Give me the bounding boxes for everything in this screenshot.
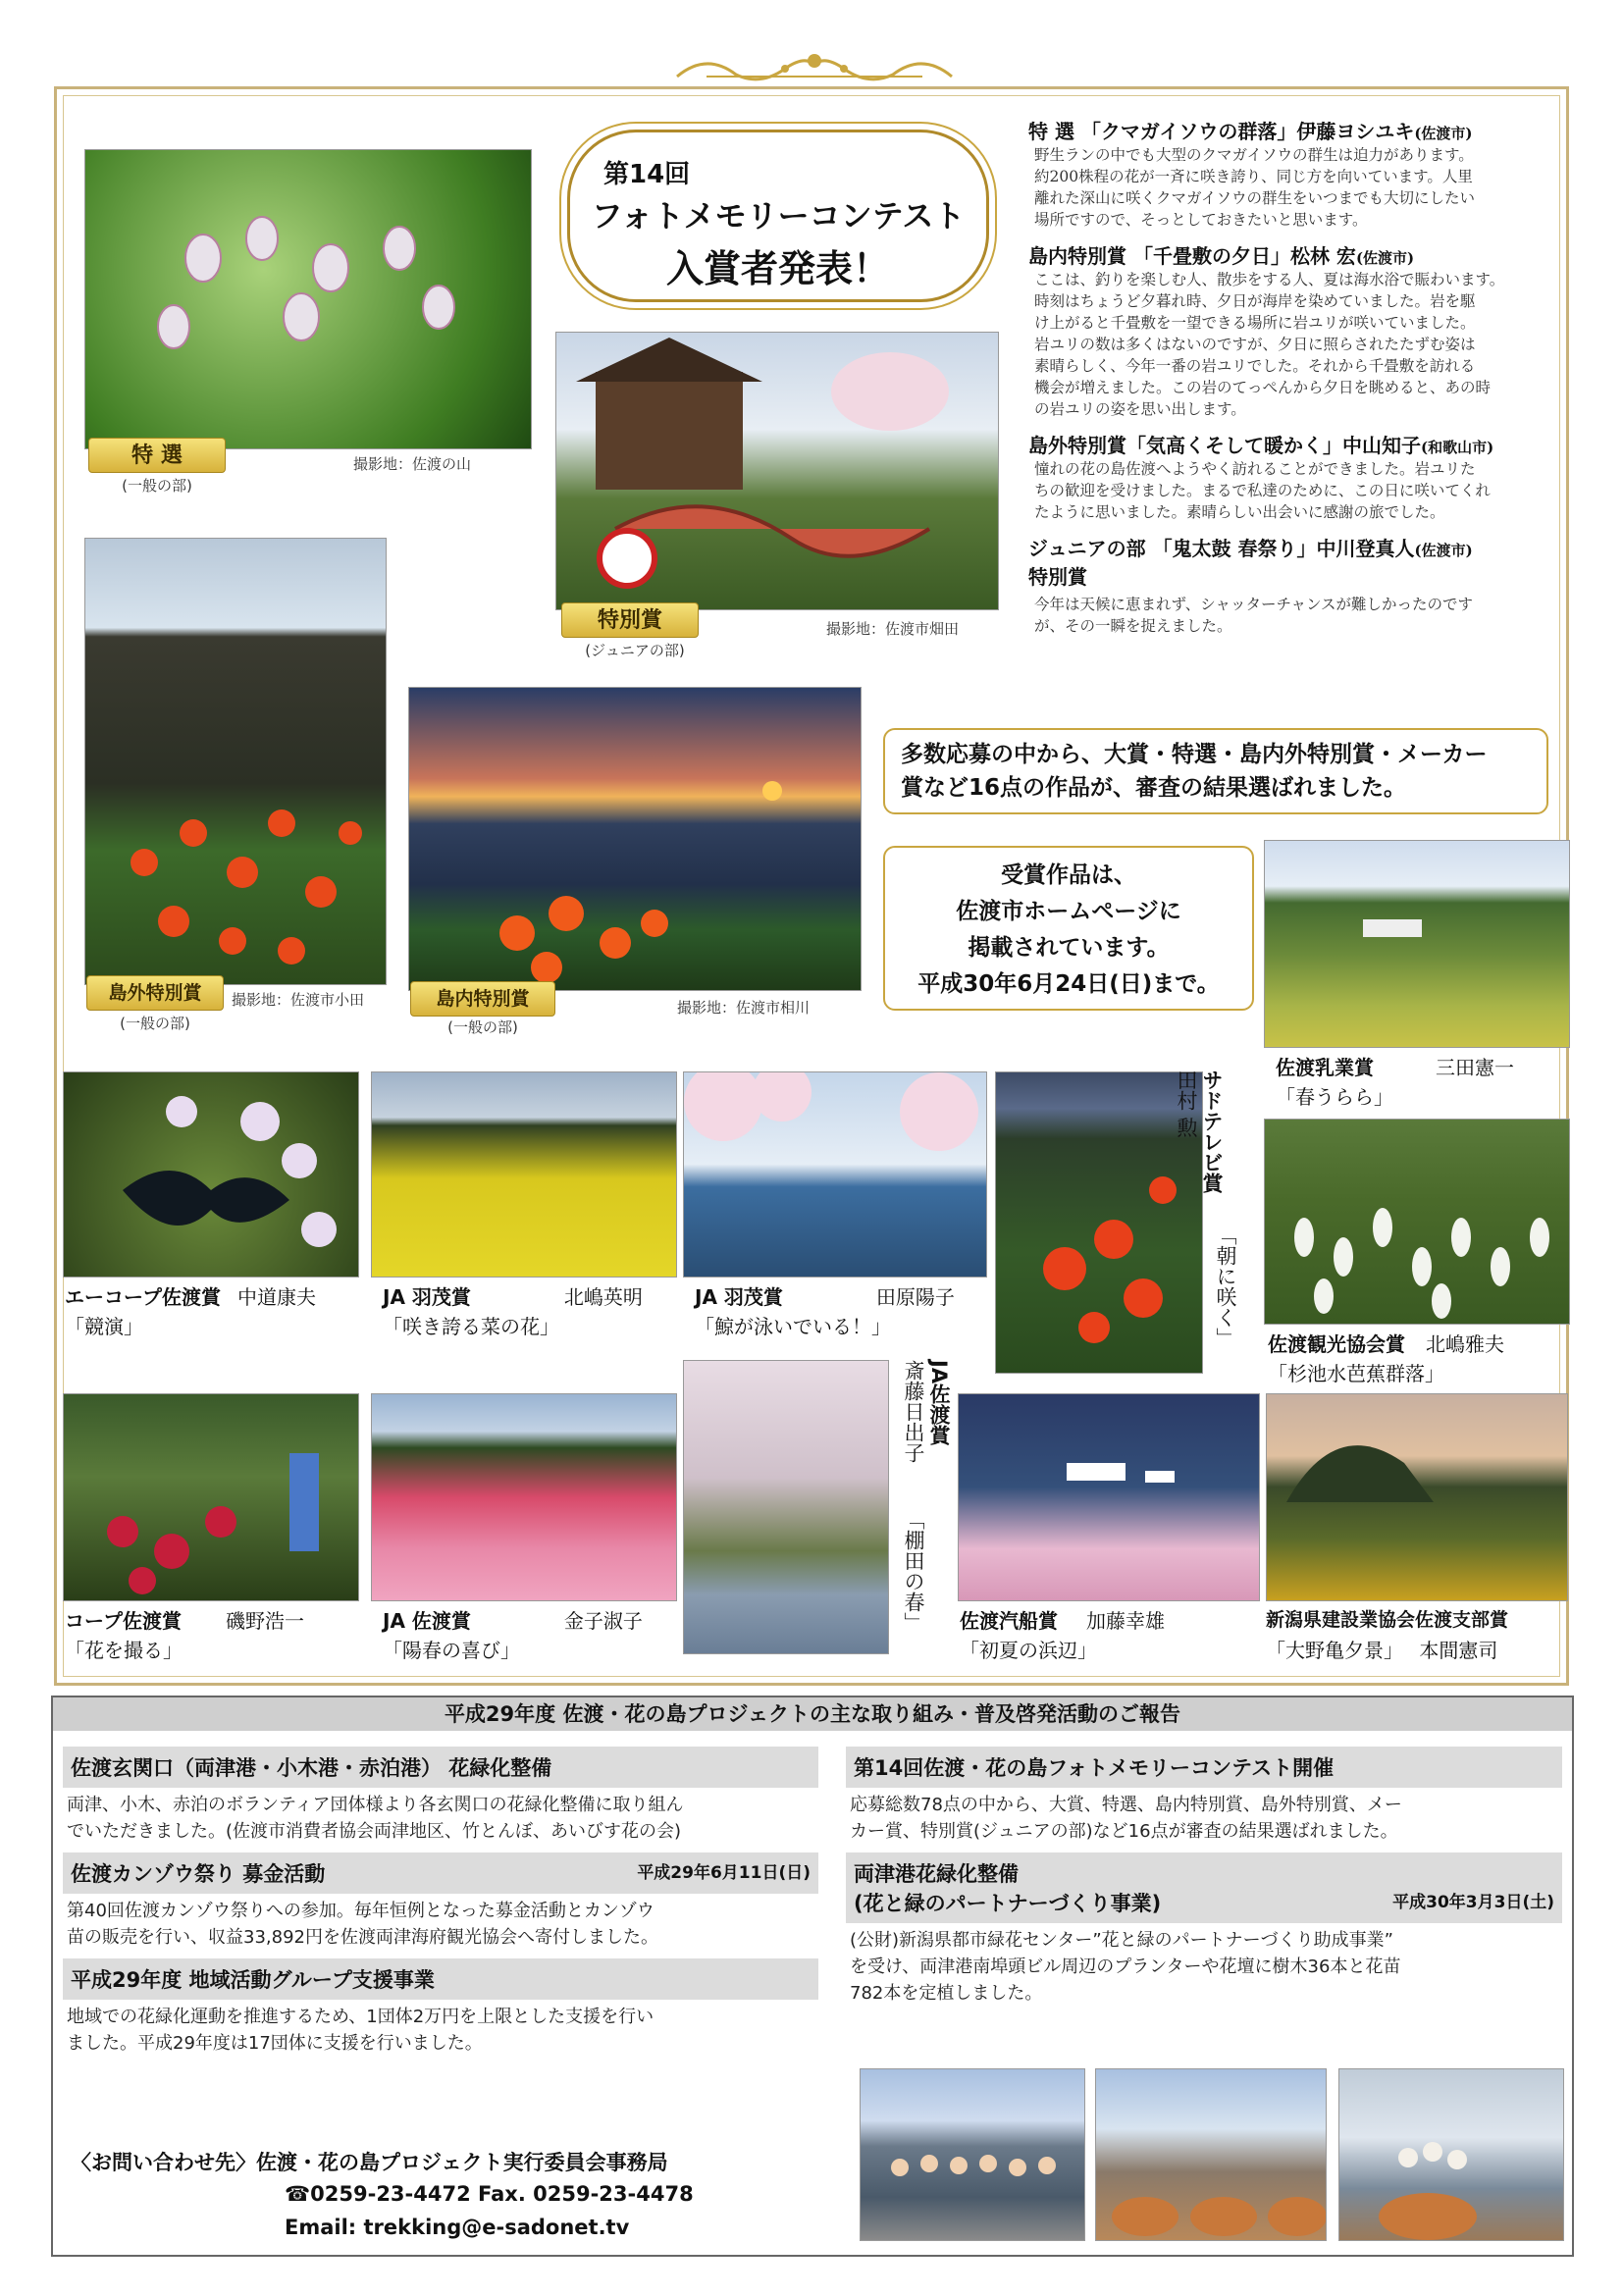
entry-line: ここは、釣りを楽しむ人、散歩をする人、夏は海水浴で賑わいます。 — [1034, 271, 1505, 288]
photo-award — [683, 1360, 889, 1654]
award-person: 北嶋雅夫 — [1425, 1332, 1504, 1356]
award-name: JA 羽茂賞 — [383, 1285, 471, 1309]
award-person: 田原陽子 — [875, 1285, 955, 1309]
entry-line: 憧れの花の島佐渡へようやく訪れることができました。岩ユリた — [1034, 460, 1476, 478]
photo-award — [1266, 1393, 1568, 1601]
award-ribbon-tokubetsu: 特別賞 — [561, 602, 699, 638]
entry-togai — [1028, 430, 1548, 523]
contact-email[interactable]: Email: trekking@e-sadonet.tv — [285, 2216, 630, 2239]
award-title: 「杉池水芭蕉群落」 — [1268, 1362, 1444, 1385]
entry-line: け上がると千畳敷を一望できる場所に岩ユリが咲いていました。 — [1034, 314, 1476, 332]
award-person: 金子淑子 — [563, 1609, 643, 1633]
report-left — [63, 1747, 818, 2064]
report-line: 第40回佐渡カンゾウ祭りへの参加。毎年恒例となった募金活動とカンゾウ — [67, 1901, 654, 1921]
entry-line: 機会が増えました。この岩のてっぺんから夕日を眺めると、あの時 — [1034, 379, 1492, 396]
award-name: JA 羽茂賞 — [695, 1285, 783, 1309]
photo-kumagaisou — [84, 149, 532, 449]
award-sub: (一般の部) — [122, 477, 192, 495]
entry-line: が、その一瞬を捉えました。 — [1034, 617, 1232, 635]
report-line: を受け、両津港南埠頭ビル周辺のプランターや花壇に樹木36本と花苗 — [850, 1957, 1401, 1977]
photo-volunteers — [860, 2068, 1085, 2241]
contact-tel: ☎0259-23-4472 Fax. 0259-23-4478 — [285, 2182, 694, 2206]
photo-location: 撮影地：佐渡市小田 — [232, 991, 365, 1009]
report-line: 両津、小木、赤泊のボランティア団体様より各玄関口の花緑化整備に取り組ん — [67, 1795, 684, 1815]
entry-junior — [1028, 533, 1548, 637]
ornament — [667, 47, 962, 88]
entry-line: ちの歓迎を受けました。まるで私達のために、この日に咲いてくれ — [1034, 482, 1491, 499]
title-line3: 入賞者発表！ — [665, 247, 890, 290]
photo-ondeko — [555, 332, 999, 610]
award-caption — [65, 1281, 359, 1310]
photo-location: 撮影地：佐渡市畑田 — [826, 620, 960, 638]
entry-head: 島外特別賞「気高くそして暖かく」中山知子 — [1028, 434, 1421, 457]
info-line: 賞など16点の作品が、審査の結果選ばれました。 — [901, 775, 1407, 801]
award-ribbon-tonai: 島内特別賞 — [410, 981, 555, 1017]
entry-line: 約200株程の花が一斉に咲き誇り、同じ方を向いています。人里 — [1034, 168, 1473, 185]
award-name: 佐渡観光協会賞 — [1268, 1332, 1405, 1356]
entry-pref: (佐渡市) — [1355, 249, 1415, 267]
award-name: JA 佐渡賞 — [383, 1609, 471, 1633]
entry-line: 岩ユリの数は多くはないのですが、夕日に照らされたたずむ姿は — [1034, 336, 1476, 353]
info-line: 佐渡市ホームページに — [956, 899, 1181, 924]
award-sub: (一般の部) — [447, 1018, 518, 1036]
photo-location: 撮影地：佐渡市相川 — [677, 999, 811, 1017]
award-ribbon-togai: 島外特別賞 — [86, 975, 224, 1011]
award-title: 「鯨が泳いでいる！」 — [695, 1315, 891, 1338]
award-name: 佐渡汽船賞 — [960, 1609, 1058, 1633]
info-line: 受賞作品は、 — [1001, 862, 1136, 888]
report-line: カー賞、特別賞(ジュニアの部)など16点が審査の結果選ばれました。 — [850, 1821, 1398, 1842]
photo-award — [995, 1071, 1203, 1374]
entries — [1028, 116, 1548, 637]
photo-planters — [1095, 2068, 1327, 2241]
award-title: 「咲き誇る菜の花」 — [383, 1315, 559, 1338]
report-title: 平成29年度 佐渡・花の島プロジェクトの主な取り組み・普及啓発活動のご報告 — [444, 1702, 1181, 1726]
award-person: 磯野浩一 — [225, 1609, 304, 1633]
report-line: 応募総数78点の中から、大賞、特選、島内特別賞、島外特別賞、メー — [850, 1795, 1402, 1815]
award-name: JA佐渡賞 — [927, 1360, 951, 1446]
info-line: 掲載されています。 — [968, 935, 1170, 961]
award-title: 「初夏の浜辺」 — [960, 1639, 1097, 1662]
award-sub: (一般の部) — [120, 1015, 190, 1032]
report-head: 佐渡カンゾウ祭り 募金活動 — [71, 1862, 326, 1886]
entry-head: ジュニアの部 「鬼太鼓 春祭り」中川登真人 — [1028, 537, 1415, 560]
title-line2: フォトメモリーコンテスト — [591, 197, 966, 235]
award-name: 新潟県建設業協会佐渡支部賞 — [1266, 1609, 1509, 1631]
award-caption — [1266, 1605, 1560, 1632]
photo-award — [1264, 840, 1570, 1048]
report-head: 佐渡玄関口（両津港・小木港・赤泊港） 花緑化整備 — [63, 1747, 818, 1788]
info-line: 平成30年6月24日(日)まで。 — [917, 971, 1220, 997]
entry-tonai — [1028, 240, 1548, 420]
title-line1: 第14回 — [603, 160, 691, 189]
photo-location: 撮影地：佐渡の山 — [353, 455, 472, 473]
title-box — [567, 130, 989, 302]
award-title: 「花を撮る」 — [65, 1639, 183, 1662]
report-date: 平成29年6月11日(日) — [637, 1863, 811, 1883]
report-head-row — [63, 1852, 818, 1894]
award-title: 「大野亀夕景」 — [1266, 1639, 1403, 1662]
entry-line: 離れた深山に咲くクマガイソウの群生をいつまでも大切にしたい — [1034, 189, 1476, 207]
award-person: 本間憲司 — [1419, 1639, 1498, 1662]
award-title: 「朝に咲く」 — [1214, 1225, 1237, 1348]
award-person: 加藤幸雄 — [1085, 1609, 1165, 1633]
photo-award — [1264, 1119, 1570, 1325]
report-head: 両津港花緑化整備 — [854, 1862, 1019, 1886]
entry-line: 今年は天候に恵まれず、シャッターチャンスが難しかったのです — [1034, 596, 1474, 613]
award-caption — [1268, 1329, 1568, 1357]
award-person: 三田憲一 — [1435, 1056, 1514, 1079]
award-caption — [960, 1605, 1254, 1634]
entry-line: 野生ランの中でも大型のクマガイソウの群生は迫力があります。 — [1034, 146, 1474, 164]
award-title: 「競演」 — [65, 1315, 143, 1338]
info-box-homepage — [883, 846, 1254, 1011]
report-line: 地域での花緑化運動を推進するため、1団体2万円を上限とした支援を行い — [67, 2007, 654, 2027]
photo-award — [63, 1071, 359, 1278]
award-person: 中道康夫 — [236, 1285, 316, 1309]
award-title: 「春うらら」 — [1276, 1085, 1393, 1109]
award-person: 斎藤日出子 — [902, 1360, 925, 1463]
vertical-caption-sadotv-title — [1213, 1225, 1238, 1382]
report-date: 平成30年3月3日(土) — [1392, 1893, 1554, 1912]
photo-award — [683, 1071, 987, 1278]
vertical-caption-sadotv-person — [1174, 1070, 1199, 1364]
photo-award — [63, 1393, 359, 1601]
info-box-selection — [883, 728, 1548, 814]
award-caption — [1276, 1052, 1570, 1080]
entry-pref: (和歌山市) — [1421, 439, 1494, 456]
report-line: ました。平成29年度は17団体に支援を行いました。 — [67, 2033, 483, 2054]
vertical-caption-jasado-title — [901, 1509, 926, 1666]
award-person: 北嶋英明 — [563, 1285, 643, 1309]
award-name: エーコープ佐渡賞 — [65, 1285, 221, 1309]
award-caption — [65, 1605, 359, 1634]
entry-pref: (佐渡市) — [1414, 542, 1473, 559]
award-caption-line2 — [1266, 1635, 1497, 1663]
award-sub: (ジュニアの部) — [585, 642, 685, 659]
entry-line: 時刻はちょうど夕暮れ時、夕日が海岸を染めていました。岩を駆 — [1034, 292, 1476, 310]
entry-line: の岩ユリの姿を思い出します。 — [1034, 400, 1246, 418]
report-head: 第14回佐渡・花の島フォトメモリーコンテスト開催 — [846, 1747, 1562, 1788]
entry-tokusen — [1028, 116, 1548, 231]
photo-award — [958, 1393, 1260, 1601]
report-line: 782本を定植しました。 — [850, 1983, 1043, 2004]
report-head2: (花と緑のパートナーづくり事業) — [854, 1892, 1162, 1915]
entry-line: たように思いました。素晴らしい出会いに感謝の旅でした。 — [1034, 503, 1445, 521]
award-name: サドテレビ賞 — [1200, 1070, 1224, 1193]
award-caption — [383, 1281, 677, 1310]
award-name: 佐渡乳業賞 — [1276, 1056, 1374, 1079]
award-title: 「棚田の春」 — [902, 1509, 925, 1633]
vertical-caption-jasado — [926, 1360, 952, 1654]
entry-head: 特 選 「クマガイソウの群落」伊藤ヨシユキ — [1028, 120, 1415, 143]
photo-iwayuri-1 — [84, 538, 387, 985]
report-line: (公財)新潟県都市緑花センター”花と緑のパートナーづくり助成事業” — [850, 1930, 1393, 1951]
photo-award — [371, 1071, 677, 1278]
report-right — [846, 1747, 1562, 2014]
report-head: 平成29年度 地域活動グループ支援事業 — [63, 1958, 818, 2000]
entry-line: 場所ですので、そっとしておきたいと思います。 — [1034, 211, 1368, 229]
entry-head: 島内特別賞 「千畳敷の夕日」松林 宏 — [1028, 244, 1356, 268]
entry-pref: (佐渡市) — [1414, 125, 1473, 142]
award-caption — [695, 1281, 989, 1310]
photo-award — [371, 1393, 677, 1601]
contact-label: 〈お問い合わせ先〉佐渡・花の島プロジェクト実行委員会事務局 — [71, 2151, 668, 2174]
award-title: 「陽春の喜び」 — [383, 1639, 520, 1662]
entry-head2: 特別賞 — [1028, 565, 1087, 589]
award-name: コープ佐渡賞 — [65, 1609, 182, 1633]
photo-tulips — [1338, 2068, 1564, 2241]
photo-iwayuri-2 — [408, 687, 862, 991]
report-head-block — [846, 1852, 1562, 1923]
entry-line: 素晴らしく、今年一番の岩ユリでした。それから千畳敷を訪れる — [1034, 357, 1476, 375]
award-ribbon-tokusen: 特 選 — [88, 438, 226, 473]
award-caption — [383, 1605, 677, 1634]
report-title-bar — [53, 1697, 1572, 1731]
award-person: 田村 勲 — [1175, 1070, 1198, 1138]
info-line: 多数応募の中から、大賞・特選・島内外特別賞・メーカー — [901, 742, 1488, 767]
report-line: でいただきました。(佐渡市消費者協会両津地区、竹とんぼ、あいびす花の会) — [67, 1821, 682, 1842]
report-line: 苗の販売を行い、収益33,892円を佐渡両津海府観光協会へ寄付しました。 — [67, 1927, 658, 1948]
